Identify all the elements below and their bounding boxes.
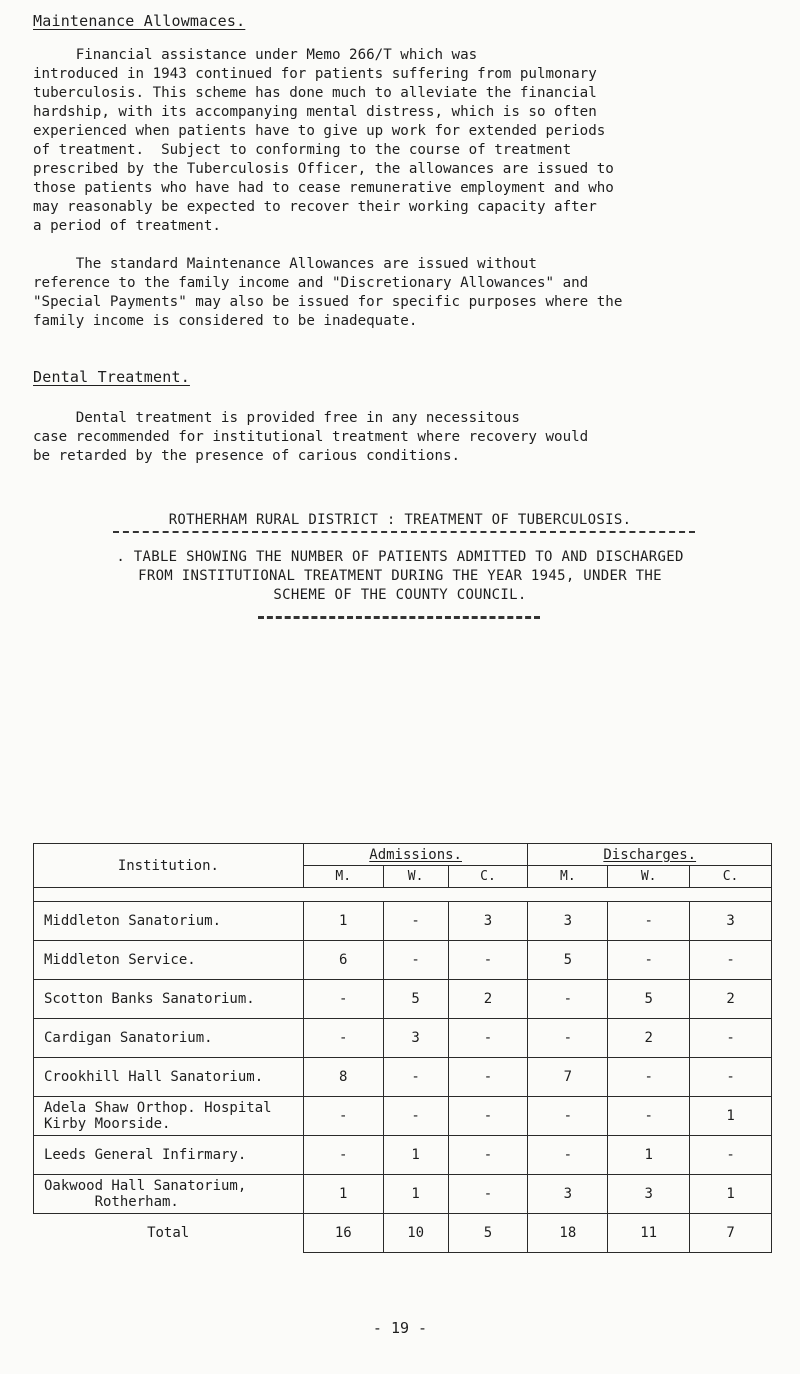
maintenance-heading: Maintenance Allowmaces. xyxy=(33,12,246,30)
adm-w-cell: - xyxy=(383,1097,448,1136)
adm-c-cell: - xyxy=(448,1058,528,1097)
institution-name: Middleton Service. xyxy=(34,941,304,980)
table-caption-line-2: FROM INSTITUTIONAL TREATMENT DURING THE YEAR 1945, UNDER THE xyxy=(138,568,662,584)
adm-m-cell: - xyxy=(303,1019,383,1058)
header-spacer xyxy=(34,888,772,902)
dis-w-cell: 1 xyxy=(608,1136,690,1175)
institution-header: Institution. xyxy=(34,844,304,888)
dis-m-header: M. xyxy=(528,866,608,888)
total-dis-c-cell: 7 xyxy=(690,1214,772,1253)
maintenance-paragraph-1: Financial assistance under Memo 266/T which was introduced in 1943 continued for patients suffering from pulmonary tuberculosis. This scheme has done much to alleviate the financial hardship, with its accompanying mental distress, which is so often experienced when patients have to give up work for extended periods of treatment. Subject to conforming to the course of treatment prescribed by the Tuberculosis Officer, the allowances are issued to those patients who have had to cease remunerative employment and who may reasonably be expected to recover their working capacity after a period of treatment. xyxy=(33,47,614,234)
dis-c-cell: 3 xyxy=(690,902,772,941)
dis-m-cell: - xyxy=(528,1019,608,1058)
adm-c-cell: - xyxy=(448,941,528,980)
adm-w-cell: 1 xyxy=(383,1175,448,1214)
dis-w-cell: 5 xyxy=(608,980,690,1019)
adm-m-cell: - xyxy=(303,980,383,1019)
dis-c-cell: - xyxy=(690,1019,772,1058)
institution-name: Oakwood Hall Sanatorium, Rotherham. xyxy=(34,1175,304,1214)
adm-m-header: M. xyxy=(303,866,383,888)
adm-c-header: C. xyxy=(448,866,528,888)
adm-m-cell: 1 xyxy=(303,902,383,941)
dis-m-cell: 5 xyxy=(528,941,608,980)
adm-c-cell: - xyxy=(448,1097,528,1136)
dis-w-cell: 3 xyxy=(608,1175,690,1214)
dis-c-cell: - xyxy=(690,1058,772,1097)
table-row xyxy=(34,902,772,941)
admissions-header xyxy=(303,844,528,866)
dis-m-cell: - xyxy=(528,980,608,1019)
dis-c-header: C. xyxy=(690,866,772,888)
dis-c-cell: 1 xyxy=(690,1175,772,1214)
table-row xyxy=(34,1058,772,1097)
discharges-header-label: Discharges. xyxy=(603,846,697,863)
adm-m-cell: 1 xyxy=(303,1175,383,1214)
adm-c-cell: - xyxy=(448,1175,528,1214)
dis-c-cell: 1 xyxy=(690,1097,772,1136)
dis-m-cell: 7 xyxy=(528,1058,608,1097)
dis-w-cell: - xyxy=(608,1058,690,1097)
dental-heading: Dental Treatment. xyxy=(33,368,190,386)
table-row xyxy=(34,941,772,980)
institution-name: Adela Shaw Orthop. Hospital Kirby Moorside. xyxy=(34,1097,304,1136)
dis-w-header: W. xyxy=(608,866,690,888)
adm-m-cell: 8 xyxy=(303,1058,383,1097)
total-adm-c-cell: 5 xyxy=(448,1214,528,1253)
table-row xyxy=(34,980,772,1019)
table-caption-line-1: . TABLE SHOWING THE NUMBER OF PATIENTS ADMITTED TO AND DISCHARGED xyxy=(116,549,684,565)
admissions-header-label: Admissions. xyxy=(369,846,462,863)
dis-m-cell: - xyxy=(528,1136,608,1175)
dis-c-cell: - xyxy=(690,941,772,980)
adm-w-header: W. xyxy=(383,866,448,888)
adm-c-cell: 3 xyxy=(448,902,528,941)
caption-dashed-rule xyxy=(258,616,540,619)
institution-name: Cardigan Sanatorium. xyxy=(34,1019,304,1058)
dis-w-cell: - xyxy=(608,902,690,941)
adm-c-cell: - xyxy=(448,1136,528,1175)
dis-w-cell: 2 xyxy=(608,1019,690,1058)
dental-paragraph: Dental treatment is provided free in any necessitous case recommended for institutional treatment where recovery would be retarded by the presence of carious conditions. xyxy=(33,410,589,464)
table-title-underline xyxy=(113,531,695,533)
institution-name: Middleton Sanatorium. xyxy=(34,902,304,941)
adm-c-cell: - xyxy=(448,1019,528,1058)
adm-m-cell: - xyxy=(303,1097,383,1136)
dis-m-cell: 3 xyxy=(528,902,608,941)
adm-w-cell: - xyxy=(383,1058,448,1097)
adm-m-cell: 6 xyxy=(303,941,383,980)
adm-w-cell: 1 xyxy=(383,1136,448,1175)
total-adm-w-cell: 10 xyxy=(383,1214,448,1253)
adm-m-cell: - xyxy=(303,1136,383,1175)
institution-name: Crookhill Hall Sanatorium. xyxy=(34,1058,304,1097)
page-number: - 19 - xyxy=(372,1319,428,1337)
total-adm-m-cell: 16 xyxy=(303,1214,383,1253)
dis-c-cell: 2 xyxy=(690,980,772,1019)
table-row xyxy=(34,1097,772,1136)
total-row xyxy=(34,1214,772,1253)
dis-m-cell: - xyxy=(528,1097,608,1136)
institution-name: Leeds General Infirmary. xyxy=(34,1136,304,1175)
institution-name: Scotton Banks Sanatorium. xyxy=(34,980,304,1019)
total-dis-m-cell: 18 xyxy=(528,1214,608,1253)
adm-w-cell: 5 xyxy=(383,980,448,1019)
table-row xyxy=(34,1019,772,1058)
adm-c-cell: 2 xyxy=(448,980,528,1019)
table-row xyxy=(34,1175,772,1214)
dis-w-cell: - xyxy=(608,1097,690,1136)
table-row xyxy=(34,1136,772,1175)
maintenance-paragraph-2: The standard Maintenance Allowances are issued without reference to the family income and "Discretionary Allowances" and "Special Payments" may also be issued for specific purposes where the family income is considered to be inadequate. xyxy=(33,256,623,329)
table-caption-line-3: SCHEME OF THE COUNTY COUNCIL. xyxy=(273,587,527,603)
adm-w-cell: - xyxy=(383,902,448,941)
total-dis-w-cell: 11 xyxy=(608,1214,690,1253)
table-title: ROTHERHAM RURAL DISTRICT : TREATMENT OF TUBERCULOSIS. xyxy=(168,512,632,528)
total-label: Total xyxy=(34,1214,304,1253)
adm-w-cell: - xyxy=(383,941,448,980)
dis-w-cell: - xyxy=(608,941,690,980)
adm-w-cell: 3 xyxy=(383,1019,448,1058)
dis-m-cell: 3 xyxy=(528,1175,608,1214)
admissions-discharges-table xyxy=(33,843,772,1253)
discharges-header xyxy=(528,844,772,866)
dis-c-cell: - xyxy=(690,1136,772,1175)
